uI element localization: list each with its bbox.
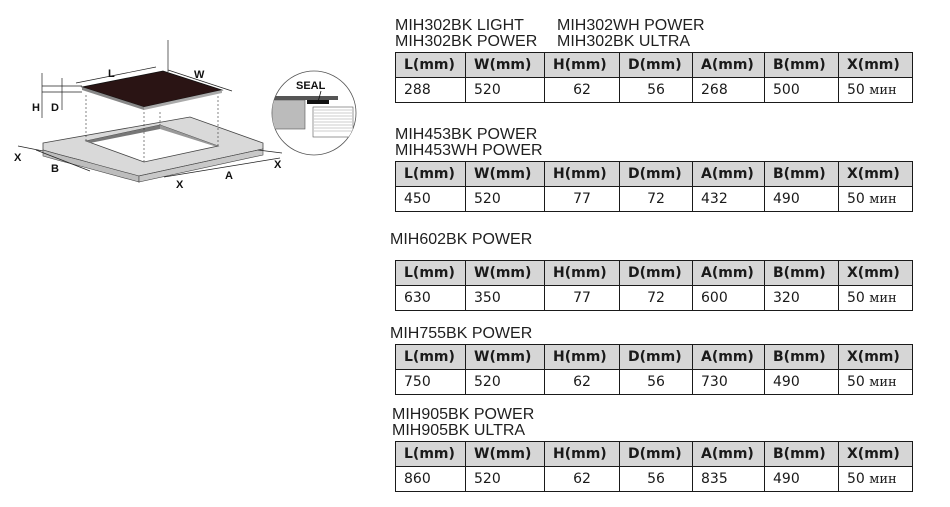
model-title: MIH302BK POWER: [395, 33, 538, 50]
label-W: W: [194, 69, 205, 81]
header-cell: W(mm): [466, 162, 545, 187]
table-row: [396, 286, 913, 311]
cell-D: 56: [620, 370, 693, 395]
cell-A: 730: [693, 370, 765, 395]
cell-D: 72: [620, 286, 693, 311]
cell-H: 62: [545, 78, 620, 103]
table-row: [396, 467, 913, 492]
header-cell: W(mm): [466, 53, 545, 78]
cell-X: 50 мин: [839, 286, 913, 311]
cell-W: 350: [466, 286, 545, 311]
cell-A: 268: [693, 78, 765, 103]
cell-W: 520: [466, 78, 545, 103]
cell-B: 490: [765, 467, 839, 492]
label-A: A: [225, 170, 233, 182]
header-cell: B(mm): [765, 442, 839, 467]
label-H: H: [32, 102, 40, 114]
header-cell: L(mm): [396, 345, 466, 370]
label-L: L: [108, 68, 115, 80]
header-cell: B(mm): [765, 53, 839, 78]
cell-W: 520: [466, 467, 545, 492]
cell-W: 520: [466, 370, 545, 395]
header-cell: W(mm): [466, 261, 545, 286]
label-D: D: [51, 102, 59, 114]
table-row: [396, 78, 913, 103]
cell-D: 72: [620, 187, 693, 212]
cell-H: 77: [545, 286, 620, 311]
table-header-row: [396, 261, 913, 286]
model-block-755: [390, 326, 913, 395]
cell-X: 50 мин: [839, 370, 913, 395]
header-cell: B(mm): [765, 345, 839, 370]
cell-D: 56: [620, 467, 693, 492]
header-cell: H(mm): [545, 442, 620, 467]
cell-H: 62: [545, 370, 620, 395]
model-block-302: [395, 18, 913, 103]
model-title: MIH602BK POWER: [390, 231, 533, 248]
header-cell: B(mm): [765, 261, 839, 286]
cell-A: 600: [693, 286, 765, 311]
label-B: B: [51, 163, 59, 175]
cell-B: 320: [765, 286, 839, 311]
installation-diagram: [0, 40, 370, 200]
cell-W: 520: [466, 187, 545, 212]
model-title: MIH755BK POWER: [390, 325, 533, 342]
header-cell: W(mm): [466, 345, 545, 370]
model-title: MIH302BK LIGHT: [395, 17, 524, 34]
model-title: MIH302BK ULTRA: [557, 33, 691, 50]
header-cell: L(mm): [396, 442, 466, 467]
header-cell: X(mm): [839, 345, 913, 370]
header-cell: L(mm): [396, 162, 466, 187]
header-cell: L(mm): [396, 53, 466, 78]
model-title: MIH453WH POWER: [395, 142, 543, 159]
cell-L: 288: [396, 78, 466, 103]
table-header-row: [396, 162, 913, 187]
table-header-row: [396, 53, 913, 78]
spec-table: [395, 260, 913, 311]
label-seal: SEAL: [296, 80, 326, 92]
header-cell: X(mm): [839, 442, 913, 467]
cell-B: 500: [765, 78, 839, 103]
header-cell: A(mm): [693, 53, 765, 78]
cell-A: 432: [693, 187, 765, 212]
cell-B: 490: [765, 187, 839, 212]
cell-X: 50 мин: [839, 78, 913, 103]
cell-A: 835: [693, 467, 765, 492]
seal-detail: [272, 71, 356, 155]
header-cell: D(mm): [620, 261, 693, 286]
spec-table: [395, 441, 913, 492]
header-cell: A(mm): [693, 261, 765, 286]
model-title: MIH905BK POWER: [392, 406, 535, 423]
header-cell: H(mm): [545, 261, 620, 286]
label-X-left: X: [14, 152, 22, 164]
header-cell: D(mm): [620, 442, 693, 467]
model-title: MIH453BK POWER: [395, 126, 538, 143]
table-row: [396, 370, 913, 395]
header-cell: A(mm): [693, 345, 765, 370]
model-block-602: [390, 232, 913, 311]
cell-D: 56: [620, 78, 693, 103]
model-title: MIH302WH POWER: [557, 17, 705, 34]
cell-X: 50 мин: [839, 467, 913, 492]
table-row: [396, 187, 913, 212]
header-cell: H(mm): [545, 162, 620, 187]
header-cell: H(mm): [545, 345, 620, 370]
header-cell: X(mm): [839, 261, 913, 286]
header-cell: D(mm): [620, 53, 693, 78]
model-title: MIH905BK ULTRA: [392, 422, 526, 439]
header-cell: D(mm): [620, 162, 693, 187]
table-header-row: [396, 345, 913, 370]
header-cell: L(mm): [396, 261, 466, 286]
spec-table: [395, 344, 913, 395]
cell-L: 860: [396, 467, 466, 492]
cell-X: 50 мин: [839, 187, 913, 212]
header-cell: X(mm): [839, 162, 913, 187]
cell-B: 490: [765, 370, 839, 395]
spec-table: [395, 52, 913, 103]
header-cell: D(mm): [620, 345, 693, 370]
cell-H: 62: [545, 467, 620, 492]
header-cell: H(mm): [545, 53, 620, 78]
cell-H: 77: [545, 187, 620, 212]
header-cell: A(mm): [693, 162, 765, 187]
table-header-row: [396, 442, 913, 467]
label-X-bottom: X: [176, 179, 184, 191]
cell-L: 630: [396, 286, 466, 311]
header-cell: B(mm): [765, 162, 839, 187]
header-cell: X(mm): [839, 53, 913, 78]
spec-table: [395, 161, 913, 212]
cell-L: 750: [396, 370, 466, 395]
model-block-453: [395, 127, 913, 212]
cell-L: 450: [396, 187, 466, 212]
header-cell: A(mm): [693, 442, 765, 467]
label-X-right: X: [274, 159, 282, 171]
model-block-905: [392, 407, 913, 492]
header-cell: W(mm): [466, 442, 545, 467]
